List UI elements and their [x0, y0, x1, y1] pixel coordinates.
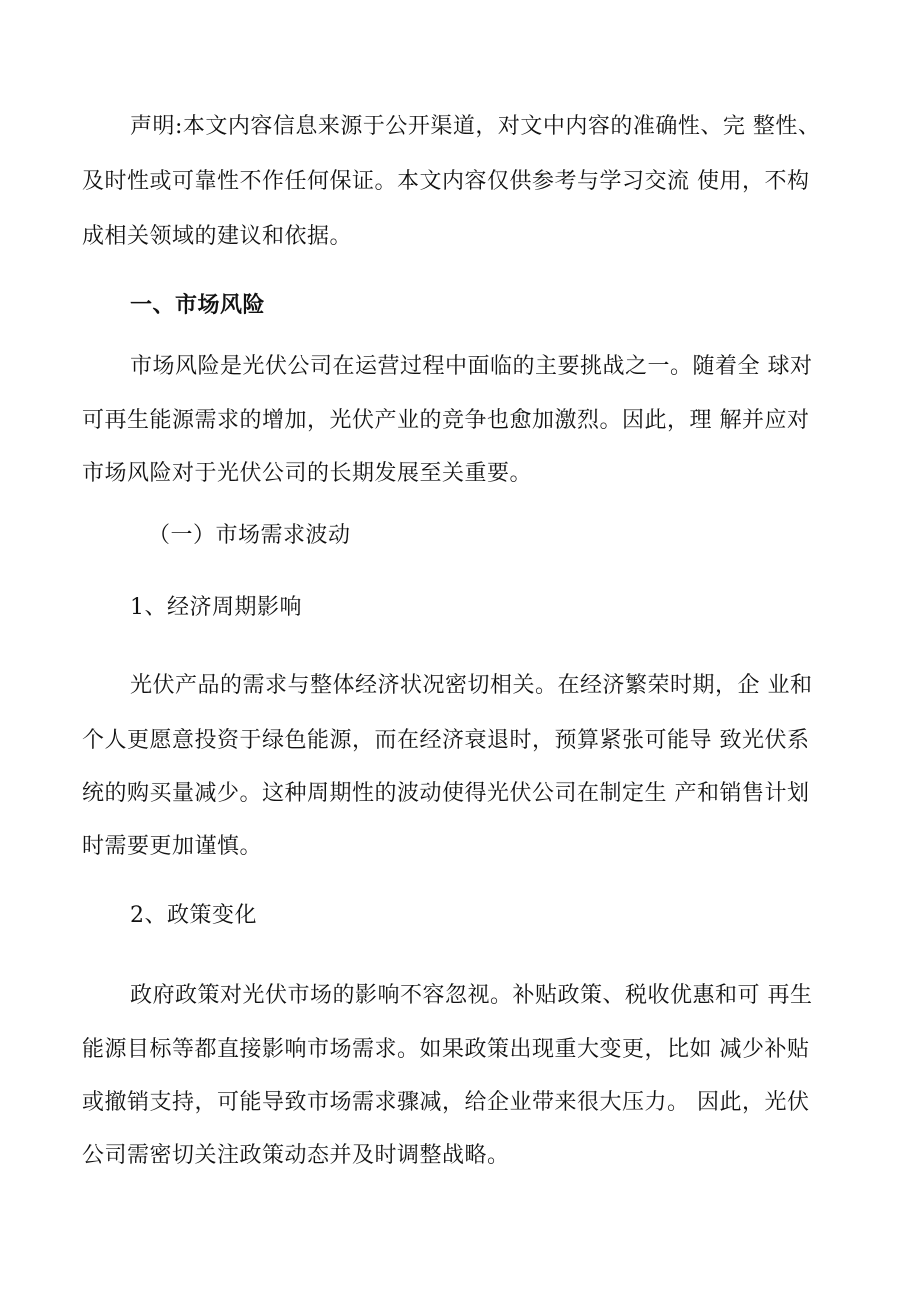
- intro-line-1: 市场风险是光伏公司在运营过程中面临的主要挑战之一。随着全 球对: [130, 354, 813, 379]
- disclaimer-line-3: 成相关领域的建议和依据。: [82, 224, 353, 249]
- item1-line-4: 时需要更加谨慎。: [82, 834, 263, 859]
- subsection-heading-demand-fluctuation: （一）市场需求波动: [148, 523, 351, 548]
- item1-line-2: 个人更愿意投资于绿色能源，而在经济衰退时，预算紧张可能导 致光伏系: [82, 728, 810, 753]
- item-heading-economic-cycle: 1、经济周期影响: [130, 595, 302, 620]
- section-heading-market-risk: 一、市场风险: [130, 292, 266, 318]
- disclaimer-line-2: 及时性或可靠性不作任何保证。本文内容仅供参考与学习交流 使用，不构: [82, 169, 810, 194]
- intro-line-2: 可再生能源需求的增加，光伏产业的竞争也愈加激烈。因此，理 解并应对: [82, 408, 810, 433]
- item1-line-3: 统的购买量减少。这种周期性的波动使得光伏公司在制定生 产和销售计划: [82, 781, 810, 806]
- disclaimer-line-1: 声明:本文内容信息来源于公开渠道，对文中内容的准确性、完 整性、: [130, 114, 821, 139]
- item2-line-4: 公司需密切关注政策动态并及时调整战略。: [82, 1143, 510, 1168]
- item-heading-policy-change: 2、政策变化: [130, 903, 257, 928]
- item2-line-2: 能源目标等都直接影响市场需求。如果政策出现重大变更，比如 减少补贴: [82, 1037, 810, 1062]
- item2-line-3: 或撤销支持，可能导致市场需求骤减，给企业带来很大压力。 因此，光伏: [82, 1090, 810, 1115]
- item2-line-1: 政府政策对光伏市场的影响不容忽视。补贴政策、税收优惠和可 再生: [130, 983, 813, 1008]
- intro-line-3: 市场风险对于光伏公司的长期发展至关重要。: [82, 461, 533, 486]
- item1-line-1: 光伏产品的需求与整体经济状况密切相关。在经济繁荣时期，企 业和: [130, 673, 813, 698]
